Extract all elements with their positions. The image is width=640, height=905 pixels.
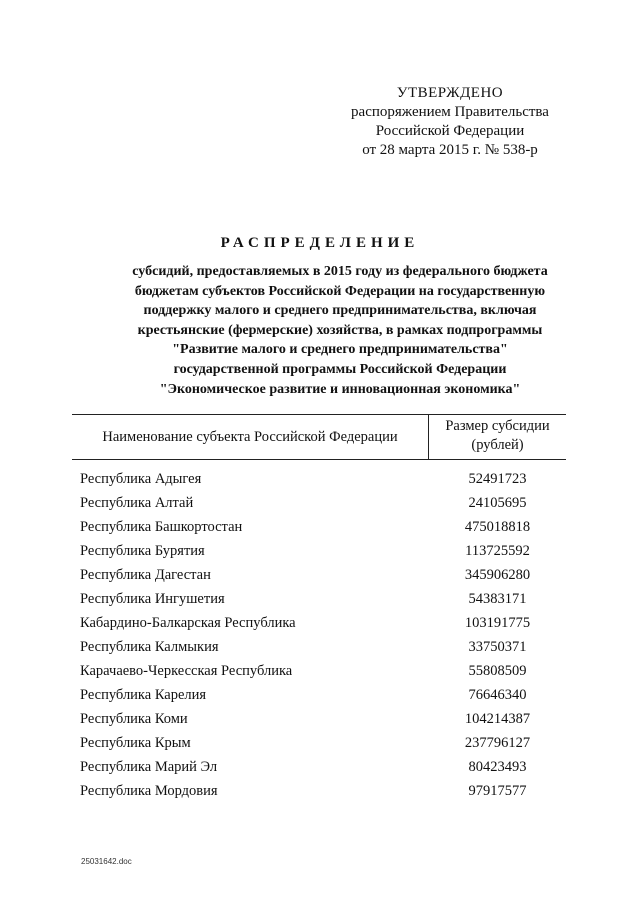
subsidy-amount: 113725592 bbox=[465, 543, 530, 559]
subsidy-amount: 76646340 bbox=[468, 687, 527, 703]
region-name: Республика Крым bbox=[80, 735, 191, 751]
table-row bbox=[72, 563, 566, 587]
table-header bbox=[72, 414, 566, 460]
table-row bbox=[72, 779, 566, 803]
table-row bbox=[72, 731, 566, 755]
header-amount bbox=[429, 415, 566, 459]
subsidy-amount: 237796127 bbox=[464, 735, 531, 751]
approval-line-1: распоряжением Правительства bbox=[351, 104, 549, 120]
header-name: Наименование субъекта Российской Федерации bbox=[102, 428, 398, 445]
region-name: Республика Дагестан bbox=[80, 567, 211, 583]
table-row bbox=[72, 755, 566, 779]
subtitle-line: "Экономическое развитие и инновационная экономика" bbox=[159, 381, 521, 397]
table-row bbox=[72, 467, 566, 491]
subsidy-amount: 103191775 bbox=[464, 615, 531, 631]
table-row bbox=[72, 611, 566, 635]
table-row bbox=[72, 683, 566, 707]
subsidy-amount: 475018818 bbox=[464, 519, 531, 535]
subsidy-amount: 24105695 bbox=[468, 495, 527, 511]
subsidy-amount: 52491723 bbox=[468, 471, 527, 487]
region-name: Республика Ингушетия bbox=[80, 591, 225, 607]
approval-heading: УТВЕРЖДЕНО bbox=[396, 85, 504, 101]
region-name: Республика Марий Эл bbox=[80, 759, 218, 775]
region-name: Республика Бурятия bbox=[80, 543, 205, 559]
region-name: Республика Башкортостан bbox=[80, 519, 243, 535]
region-name: Республика Карелия bbox=[80, 687, 207, 703]
region-name: Республика Мордовия bbox=[80, 783, 218, 799]
document-title: РАСПРЕДЕЛЕНИЕ bbox=[220, 235, 420, 251]
subtitle-line: крестьянские (фермерские) хозяйства, в рамках подпрограммы bbox=[137, 322, 543, 338]
subsidy-table bbox=[72, 414, 566, 799]
header-amount-line-2: (рублей) bbox=[471, 437, 524, 453]
file-name-footer: 25031642.doc bbox=[81, 857, 132, 866]
table-row bbox=[72, 635, 566, 659]
approval-line-2: Российской Федерации bbox=[375, 123, 525, 139]
table-row bbox=[72, 707, 566, 731]
subsidy-amount: 104214387 bbox=[464, 711, 531, 727]
subsidy-amount: 80423493 bbox=[468, 759, 527, 775]
subsidy-amount: 33750371 bbox=[468, 639, 527, 655]
subtitle-line: "Развитие малого и среднего предпринимательства" bbox=[172, 342, 508, 358]
table-row bbox=[72, 515, 566, 539]
region-name: Республика Алтай bbox=[80, 495, 194, 511]
subsidy-amount: 345906280 bbox=[464, 567, 531, 583]
subtitle-line: государственной программы Российской Федерации bbox=[173, 361, 507, 377]
subtitle-line: бюджетам субъектов Российской Федерации на государственную bbox=[134, 283, 546, 299]
subtitle-line: поддержку малого и среднего предпринимательства, включая bbox=[143, 303, 537, 319]
table-row bbox=[72, 587, 566, 611]
subtitle-line: субсидий, предоставляемых в 2015 году из федерального бюджета bbox=[132, 264, 548, 279]
region-name: Кабардино-Балкарская Республика bbox=[80, 615, 296, 631]
subsidy-amount: 54383171 bbox=[468, 591, 527, 607]
header-amount-line-1: Размер субсидии bbox=[445, 418, 550, 434]
region-name: Республика Калмыкия bbox=[80, 639, 219, 655]
table-row bbox=[72, 539, 566, 563]
subsidy-amount: 55808509 bbox=[468, 663, 527, 679]
approval-block bbox=[330, 84, 570, 160]
subsidy-amount: 97917577 bbox=[468, 783, 527, 799]
region-name: Карачаево-Черкесская Республика bbox=[80, 663, 293, 679]
approval-line-3: от 28 марта 2015 г. № 538-р bbox=[362, 142, 538, 158]
table-body bbox=[72, 467, 566, 803]
table-row bbox=[72, 659, 566, 683]
table-row bbox=[72, 491, 566, 515]
region-name: Республика Адыгея bbox=[80, 471, 202, 487]
document-subtitle bbox=[60, 262, 620, 399]
region-name: Республика Коми bbox=[80, 711, 188, 727]
